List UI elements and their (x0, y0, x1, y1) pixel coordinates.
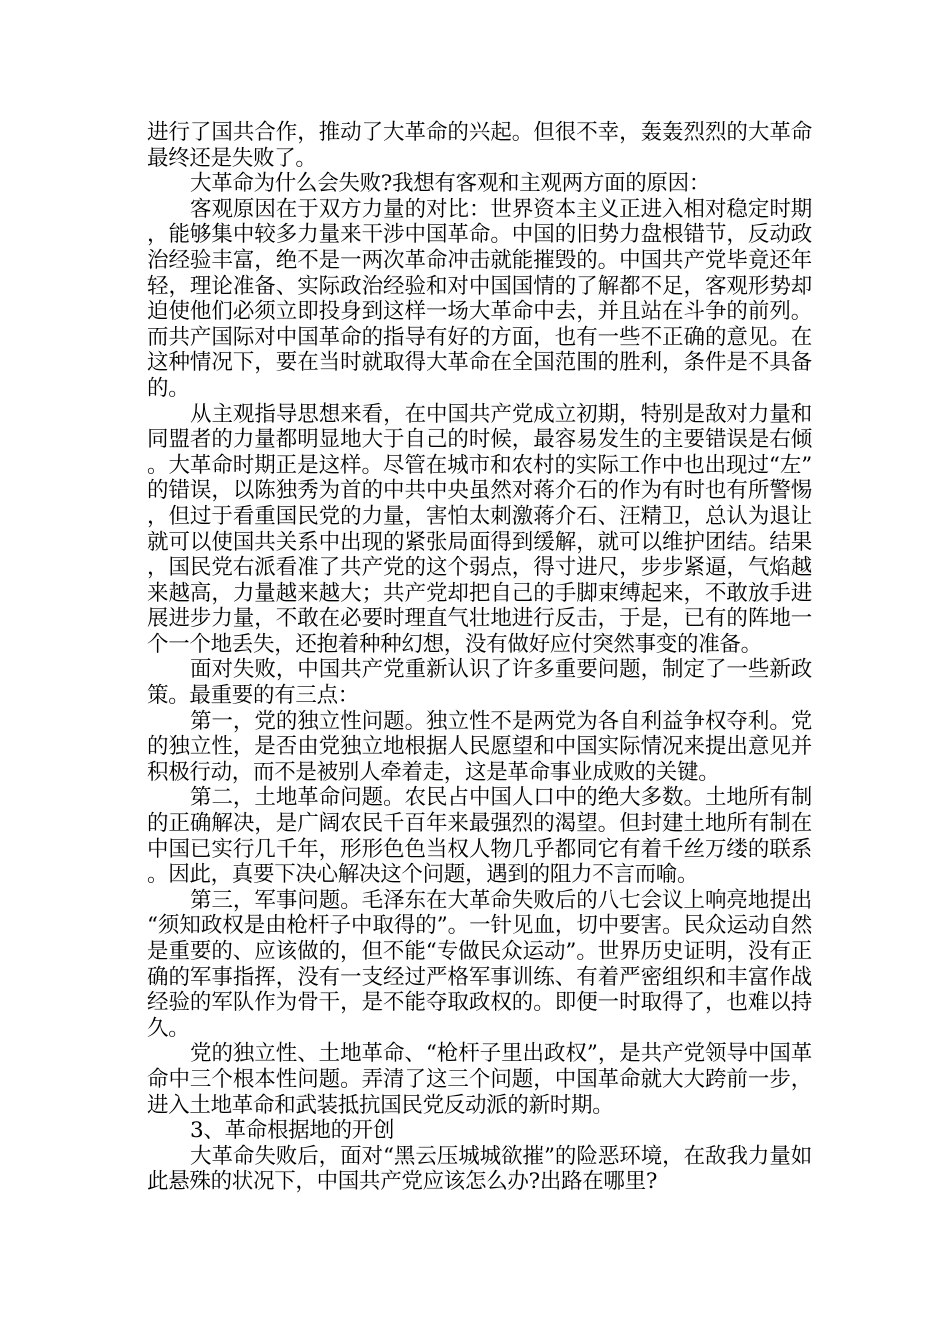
paragraph-7: 第二，土地革命问题。农民占中国人口中的绝大多数。土地所有制的正确解决，是广阔农民千百年来最强烈的渴望。但封建土地所有制在中国已实行几千年，形形色色当权人物几乎都同它有着千丝万缕的联系。因此，真要下决心解决这个问题，遇到的阻力不言而喻。 (147, 785, 812, 888)
paragraph-1: 进行了国共合作，推动了大革命的兴起。但很不幸，轰轰烈烈的大革命最终还是失败了。 (147, 120, 812, 171)
paragraph-8: 第三，军事问题。毛泽东在大革命失败后的八七会议上响亮地提出“须知政权是由枪杆子中取得的”。一针见血，切中要害。民众运动自然是重要的、应该做的，但不能“专做民众运动”。世界历史证明，没有正确的军事指挥，没有一支经过严格军事训练、有着严密组织和丰富作战经验的军队作为骨干，是不能夺取政权的。即便一时取得了，也难以持久。 (147, 887, 812, 1041)
paragraph-2: 大革命为什么会失败?我想有客观和主观两方面的原因： (190, 171, 711, 197)
paragraph-5: 面对失败，中国共产党重新认识了许多重要问题，制定了一些新政策。最重要的有三点： (147, 657, 812, 709)
paragraph-closing: 大革命失败后，面对“黑云压城城欲摧”的险恶环境，在敌我力量如此悬殊的状况下，中国共产党应该怎么办?出路在哪里? (147, 1143, 812, 1195)
document-page (147, 120, 812, 1195)
paragraph-3: 客观原因在于双方力量的对比：世界资本主义正进入相对稳定时期，能够集中较多力量来干涉中国革命。中国的旧势力盘根错节，反动政治经验丰富，绝不是一两次革命冲击就能摧毁的。中国共产党毕竟还年轻，理论准备、实际政治经验和对中国国情的了解都不足，客观形势却迫使他们必须立即投身到这样一场大革命中去，并且站在斗争的前列。而共产国际对中国革命的指导有好的方面，也有一些不正确的意见。在这种情况下，要在当时就取得大革命在全国范围的胜利，条件是不具备的。 (147, 196, 812, 401)
paragraph-4: 从主观指导思想来看，在中国共产党成立初期，特别是敌对力量和同盟者的力量都明显地大于自己的时候，最容易发生的主要错误是右倾。大革命时期正是这样。尽管在城市和农村的实际工作中也出现过“左”的错误，以陈独秀为首的中共中央虽然对蒋介石的作为有时也有所警惕，但过于看重国民党的力量，害怕太刺激蒋介石、汪精卫，总认为退让就可以使国共关系中出现的紧张局面得到缓解，就可以维护团结。结果，国民党右派看准了共产党的这个弱点，得寸进尺，步步紧逼，气焰越来越高，力量越来越大；共产党却把自己的手脚束缚起来，不敢放手进展进步力量，不敢在必要时理直气壮地进行反击，于是，已有的阵地一个一个地丢失，还抱着种种幻想，没有做好应付突然事变的准备。 (147, 401, 812, 657)
section-heading: 3、革命根据地的开创 (190, 1118, 395, 1144)
paragraph-6: 第一，党的独立性问题。独立性不是两党为各自利益争权夺利。党的独立性，是否由党独立地根据人民愿望和中国实际情况来提出意见并积极行动，而不是被别人牵着走，这是革命事业成败的关键。 (147, 708, 812, 785)
paragraph-9: 党的独立性、土地革命、“枪杆子里出政权”，是共产党领导中国革命中三个根本性问题。弄清了这三个问题，中国革命就大大跨前一步，进入土地革命和武装抵抗国民党反动派的新时期。 (147, 1041, 812, 1118)
